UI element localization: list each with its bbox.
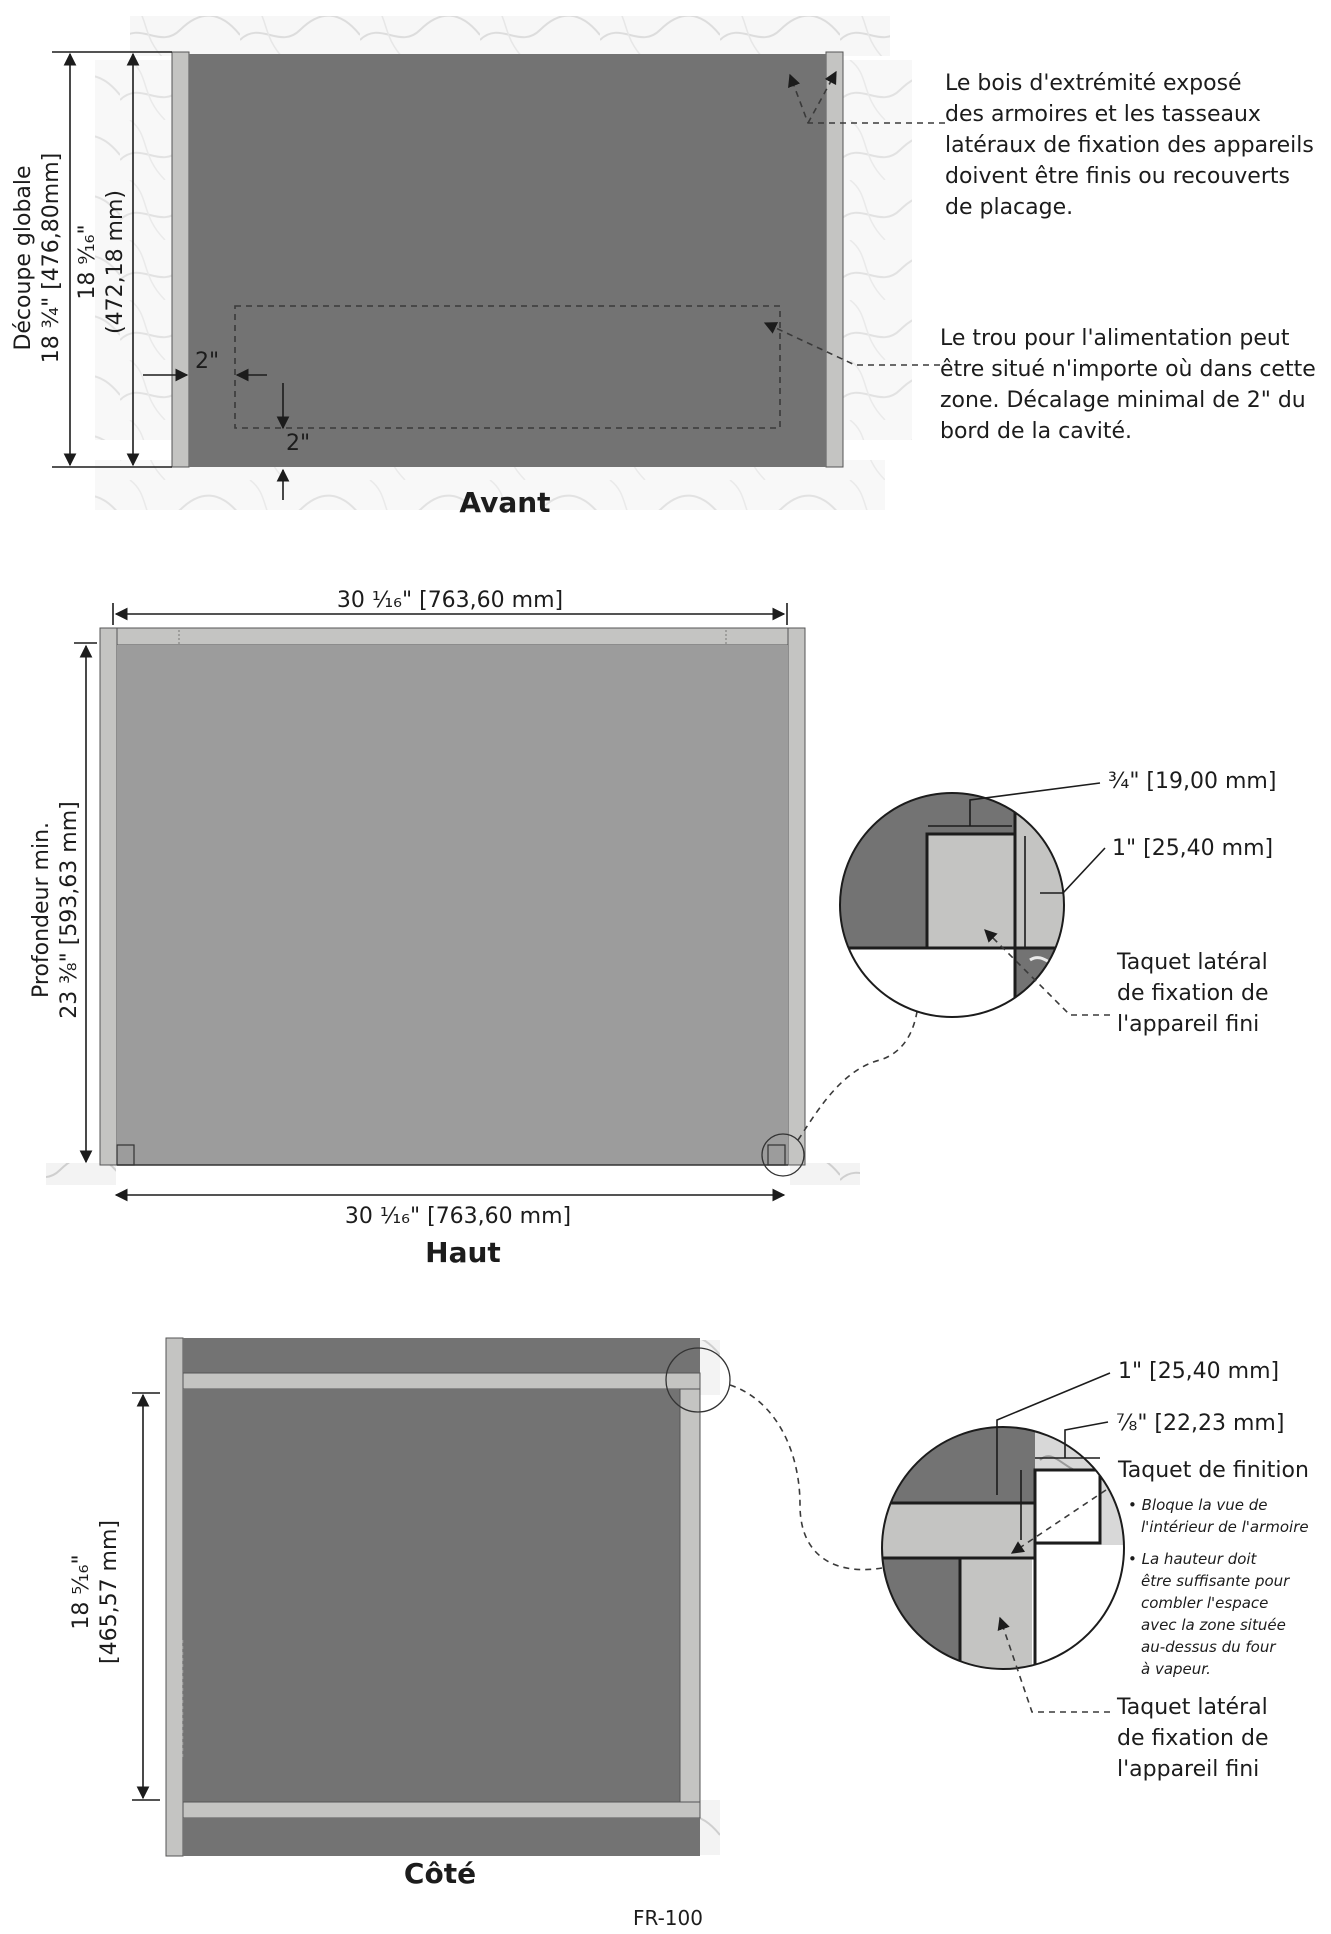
front-marble-top [130,16,890,56]
front-power-note-line: être situé n'importe où dans cette [940,357,1316,382]
side-finish-bullet-line: avec la zone située [1141,1616,1286,1634]
front-left-cleat [172,52,189,467]
side-finish-bullet-line: • Bloque la vue de [1128,1496,1268,1514]
side-height-mm: [465,57 mm] [97,1520,122,1664]
side-top-dark-band [183,1338,700,1373]
side-bottom-cleat [183,1802,700,1818]
front-power-note-line: zone. Décalage minimal de 2" du [940,388,1306,413]
top-depth-dim: 23 ⅜" [593,63 mm] [57,801,82,1019]
front-inner-dim-in: 18 ⁹⁄₁₆" [75,224,100,300]
side-bottom-dark-band [183,1818,700,1856]
top-width-top: 30 ¹⁄₁₆" [763,60 mm] [336,588,564,613]
front-power-note-line: Le trou pour l'alimentation peut [940,326,1290,351]
top-width-bottom: 30 ¹⁄₁₆" [763,60 mm] [344,1204,572,1229]
side-top-cleat [183,1373,700,1389]
side-finish-title: Taquet de finition [1118,1458,1309,1483]
front-marble-right [842,60,912,440]
front-exposed-note-line: Le bois d'extrémité exposé [945,71,1242,96]
footer-code: FR-100 [633,1906,703,1930]
front-view [11,16,1316,519]
top-detail-note-line: Taquet latéral [1117,950,1268,975]
side-finish-bullet-line: • La hauteur doit [1128,1550,1257,1568]
front-exposed-note-line: latéraux de fixation des appareils [945,133,1314,158]
top-depth-label: Profondeur min. [29,821,54,999]
side-front-cleat [680,1389,700,1802]
front-exposed-note-line: de placage. [945,195,1074,220]
front-right-cleat [826,52,843,467]
top-cavity [117,645,788,1165]
side-detail-circle [880,1425,1135,1680]
front-inner-dim-mm: (472,18 mm) [103,190,128,334]
top-title: Haut [425,1236,501,1269]
side-cleat-note-line: l'appareil fini [1117,1757,1260,1782]
side-cleat-note [1116,1695,1269,1782]
front-power-note-line: bord de la cavité. [940,419,1132,444]
front-overall-label: Découpe globale [11,165,36,351]
top-rear-cleat [117,628,788,645]
front-power-note [940,326,1316,444]
side-detail-connector [730,1385,882,1570]
side-title: Côté [403,1857,477,1890]
front-exposed-note-line: doivent être finis ou recouverts [945,164,1290,189]
side-finish-bullet-line: combler l'espace [1141,1594,1269,1612]
top-detail-connector [798,1005,918,1140]
top-detail-note-line: l'appareil fini [1117,1012,1260,1037]
side-height-in: 18 ⁵⁄₁₆" [69,1554,94,1630]
side-finish-bullet-line: l'intérieur de l'armoire [1141,1518,1309,1536]
front-exposed-note [945,71,1314,220]
top-detail-note [1116,950,1269,1037]
side-cavity [183,1389,680,1802]
side-finish-bullet-line: être suffisante pour [1141,1572,1290,1590]
top-left-cleat [100,628,117,1165]
front-offset-bottom: 2" [286,431,311,456]
front-title: Avant [459,486,551,519]
top-marble-left [46,1163,116,1185]
side-detail-dim-a: 1" [25,40 mm] [1118,1359,1280,1384]
top-detail-dim-a: ¾" [19,00 mm] [1108,769,1277,794]
top-view [29,588,1276,1269]
front-cavity [189,54,826,467]
top-right-cleat [788,628,805,1165]
top-detail-dim-b: 1" [25,40 mm] [1112,836,1274,861]
side-cleat-note-line: de fixation de [1117,1726,1269,1751]
side-detail-dim-b: ⅞" [22,23 mm] [1116,1411,1285,1436]
side-left-panel [166,1338,183,1856]
side-finish-bullet-line: à vapeur. [1141,1660,1211,1678]
side-finish-bullet-line: au-dessus du four [1141,1638,1276,1656]
side-finish-bullets [1128,1496,1309,1678]
front-overall-dim: 18 ¾" [476,80mm] [39,152,64,364]
side-marble-bottom [700,1800,720,1855]
side-view [69,1338,1309,1890]
front-exposed-note-line: des armoires et les tasseaux [945,102,1261,127]
front-offset-side: 2" [195,349,220,374]
side-cleat-note-line: Taquet latéral [1117,1695,1268,1720]
top-detail-note-line: de fixation de [1117,981,1269,1006]
